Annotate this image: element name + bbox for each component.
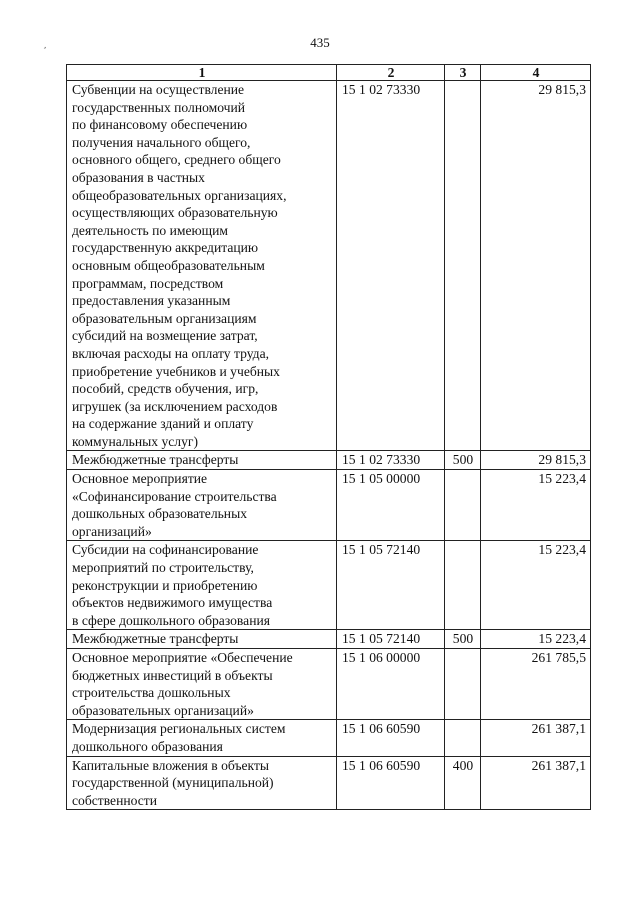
expense-name-line: реконструкции и приобретению [72,577,258,593]
table-row [67,451,591,470]
expense-type-code: 500 [445,630,481,649]
expense-name-line: по финансовому обеспечению [72,117,248,133]
expense-name-line: образовательным организациям [72,310,257,326]
table-row [67,630,591,649]
expense-type-code: 400 [445,756,481,810]
expense-name-line: Субвенции на осуществление [72,82,245,97]
expense-name-line: деятельность по имеющим [72,222,229,238]
expense-name-line: осуществляющих образовательную [72,205,278,221]
expense-name-line: основного общего, среднего общего [72,152,281,168]
expense-name-line: строительства дошкольных [72,685,231,701]
expense-name-line: Основное мероприятие [72,471,208,487]
target-article-code: 15 1 05 00000 [337,470,445,541]
table-row [67,470,591,541]
target-article-code: 15 1 02 73330 [337,81,445,451]
table-row [67,81,591,451]
expense-name-line: Основное мероприятие «Обеспечение [72,650,293,665]
expense-name-cell [67,81,337,451]
table-row [67,720,591,756]
amount-value: 15 223,4 [481,470,591,541]
amount-value: 261 387,1 [481,756,591,810]
expense-name-cell [67,541,337,630]
column-header-2: 2 [337,65,445,81]
expense-name-line: собственности [72,792,158,808]
margin-tick-mark: , [43,39,49,51]
expense-name-line: объектов недвижимого имущества [72,595,273,611]
amount-value: 29 815,3 [481,451,591,470]
expense-name-line: Модернизация региональных систем [72,721,286,737]
target-article-code: 15 1 06 60590 [337,756,445,810]
expense-name-line: в сфере дошкольного образования [72,612,270,628]
expense-type-code [445,720,481,756]
target-article-code: 15 1 06 60590 [337,720,445,756]
expense-name-cell [67,720,337,756]
expense-name-line: Субсидии на софинансирование [72,542,259,558]
expense-name-line: образования в частных [72,169,205,185]
expense-name-line: пособий, средств обучения, игр, [72,381,259,397]
target-article-code: 15 1 06 00000 [337,649,445,720]
amount-value: 261 785,5 [481,649,591,720]
column-header-4: 4 [481,65,591,81]
expense-name-cell [67,649,337,720]
expense-name-line: основным общеобразовательным [72,257,265,273]
expense-name-cell [67,451,337,470]
expense-name-cell [67,630,337,649]
table-row [67,756,591,810]
table-row [67,649,591,720]
column-header-1: 1 [67,65,337,81]
expense-name-line: игрушек (за исключением расходов [72,398,278,414]
expense-name-line: мероприятий по строительству, [72,560,254,576]
expense-name-line: государственных полномочий [72,99,246,115]
amount-value: 15 223,4 [481,541,591,630]
amount-value: 29 815,3 [481,81,591,451]
target-article-code: 15 1 05 72140 [337,630,445,649]
expense-name-line: субсидий на возмещение затрат, [72,328,258,344]
amount-value: 15 223,4 [481,630,591,649]
expense-name-cell [67,756,337,810]
table-body [67,81,591,810]
expense-name-line: предоставления указанным [72,293,231,309]
expense-name-line: Капитальные вложения в объекты [72,757,270,773]
expense-name-line: программам, посредством [72,275,224,291]
expense-name-line: Межбюджетные трансферты [72,452,239,468]
expense-name-cell [67,470,337,541]
expense-type-code [445,470,481,541]
expense-name-line: бюджетных инвестиций в объекты [72,667,273,683]
header-row [67,65,591,81]
expense-name-line: на содержание зданий и оплату [72,416,254,432]
expense-type-code [445,541,481,630]
expense-type-code: 500 [445,451,481,470]
column-header-3: 3 [445,65,481,81]
expense-name-line: коммунальных услуг) [72,433,198,449]
expense-name-line: дошкольных образовательных [72,506,248,522]
page-number: 435 [310,35,330,50]
table-row [67,541,591,630]
expense-type-code [445,649,481,720]
expense-name-line: Межбюджетные трансферты [72,631,239,647]
expense-name-line: приобретение учебников и учебных [72,363,280,379]
expense-name-line: организаций» [72,523,152,539]
expense-name-line: государственной (муниципальной) [72,775,274,791]
expense-name-line: получения начального общего, [72,134,251,150]
expense-name-line: образовательных организаций» [72,702,254,718]
expense-name-line: общеобразовательных организациях, [72,187,287,203]
target-article-code: 15 1 02 73330 [337,451,445,470]
amount-value: 261 387,1 [481,720,591,756]
budget-table [66,64,591,810]
expense-name-line: дошкольного образования [72,738,223,754]
expense-name-line: «Софинансирование строительства [72,488,277,504]
expense-name-line: включая расходы на оплату труда, [72,345,269,361]
expense-name-line: государственную аккредитацию [72,240,259,256]
target-article-code: 15 1 05 72140 [337,541,445,630]
expense-type-code [445,81,481,451]
